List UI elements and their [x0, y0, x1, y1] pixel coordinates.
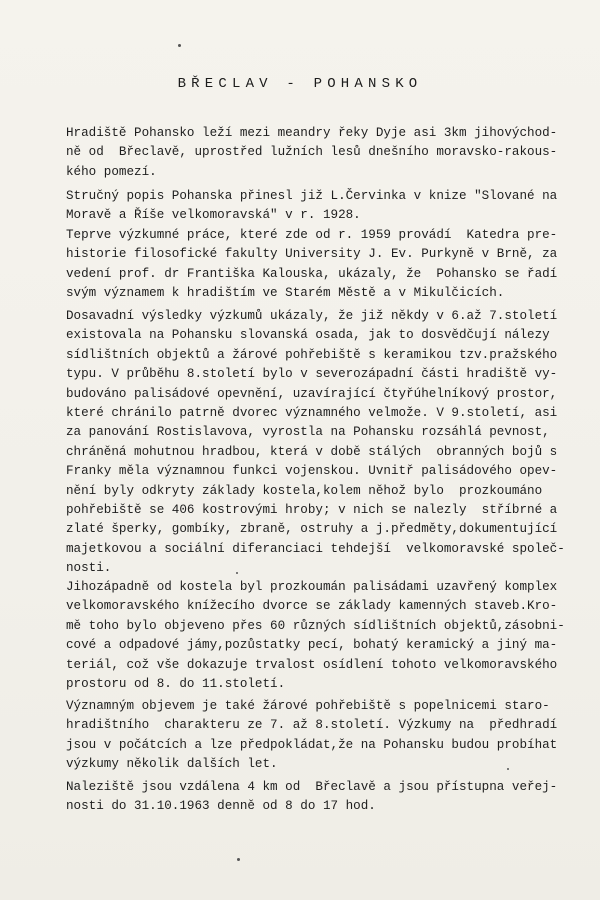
text-line: Teprve výzkumné práce, které zde od r. 1959 provádí Katedra pre-: [66, 228, 558, 242]
paragraph-cervinka: [66, 187, 600, 226]
text-line: sídlištních objektů a žárové pohřebiště s keramikou tzv.pražského: [66, 347, 558, 362]
text-line: cové a odpadové jámy,pozůstatky pecí, bohatý keramický a jiný ma-: [66, 638, 558, 653]
text-line: teriál, což vše dokazuje trvalost osídlení tohoto velkomoravského: [66, 657, 558, 672]
text-line: Stručný popis Pohanska přinesl již L.Červinka v knize "Slované na: [66, 189, 558, 203]
text-line: hradištního charakteru ze 7. až 8.století. Výzkumy na předhradí: [66, 718, 558, 733]
text-line: typu. V průběhu 8.století bylo v severozápadní části hradiště vy-: [66, 367, 558, 382]
text-line: existovala na Pohansku slovanská osada, jak to dosvědčují nálezy: [66, 328, 550, 343]
text-line: Hradiště Pohansko leží mezi meandry řeky Dyje asi 3km jihovýchod-: [66, 126, 558, 140]
text-line: výzkumy několik dalších let.: [66, 757, 278, 772]
text-line: vedení prof. dr Františka Kalouska, ukázaly, že Pohansko se řadí: [66, 266, 558, 281]
paper-speck: [507, 768, 509, 770]
text-line: chráněná mohutnou hradbou, která v době stálých obranných bojů s: [66, 444, 558, 459]
text-line: mě toho bylo objeveno přes 60 různých sídlištních objektů,zásobni-: [66, 618, 565, 633]
text-line: za panování Rostislavova, vyrostla na Pohansku rozsáhlá pevnost,: [66, 425, 550, 440]
text-line: Dosavadní výsledky výzkumů ukázaly, že již někdy v 6.až 7.století: [66, 309, 558, 323]
paragraph-location: [66, 124, 600, 182]
text-line: nosti do 31.10.1963 denně od 8 do 17 hod.: [66, 799, 376, 814]
text-line: svým významem k hradištím ve Starém Městě a v Mikulčicích.: [66, 286, 505, 301]
paragraph-cremation-cemetery: [66, 697, 600, 775]
text-line: ně od Břeclavě, uprostřed lužních lesů dnešního moravsko-rakous-: [66, 145, 558, 160]
text-line: Franky měla významnou funkci vojenskou. Uvnitř palisádového opev-: [66, 464, 558, 479]
text-line: Významným objevem je také žárové pohřebiště s popelnicemi staro-: [66, 699, 550, 713]
text-line: historie filosofické fakulty University J. Ev. Purkyně v Brně, za: [66, 247, 558, 262]
paper-speck: [178, 44, 181, 47]
text-line: nosti.: [66, 561, 112, 576]
text-line: nění byly odkryty základy kostela,kolem něhož bylo prozkoumáno: [66, 483, 543, 498]
text-line: Naleziště jsou vzdálena 4 km od Břeclavě a jsou přístupna veřej-: [66, 780, 558, 794]
paper-speck: [237, 858, 240, 861]
text-line: jsou v počátcích a lze předpokládat,že na Pohansku budou probíhat: [66, 737, 558, 752]
paragraph-opening-hours: [66, 778, 600, 817]
paper-speck: [236, 572, 238, 574]
document-title: BŘECLAV - POHANSKO: [177, 76, 423, 92]
paragraph-princely-court: [66, 578, 600, 694]
paragraph-results: [66, 307, 600, 578]
paragraph-research-since-1959: [66, 226, 600, 304]
text-line: majetkovou a sociální diferanciaci tehdejší velkomoravské společ-: [66, 541, 565, 556]
text-line: které chránilo patrně dvorec významného velmože. V 9.století, asi: [66, 405, 558, 420]
text-line: velkomoravského knížecího dvorce se základy kamenných staveb.Kro-: [66, 599, 558, 614]
text-line: Moravě a Říše velkomoravská" v r. 1928.: [66, 208, 361, 223]
text-line: kého pomezí.: [66, 164, 157, 179]
text-line: budováno palisádové opevnění, uzavírající čtyřúhelníkový prostor,: [66, 386, 558, 401]
text-line: Jihozápadně od kostela byl prozkoumán palisádami uzavřený komplex: [66, 580, 558, 594]
text-line: zlaté šperky, gombíky, zbraně, ostruhy a j.předměty,dokumentující: [66, 522, 558, 537]
text-line: prostoru od 8. do 11.století.: [66, 676, 286, 691]
text-line: pohřebiště se 406 kostrovými hroby; v nich se nalezly stříbrné a: [66, 502, 558, 517]
